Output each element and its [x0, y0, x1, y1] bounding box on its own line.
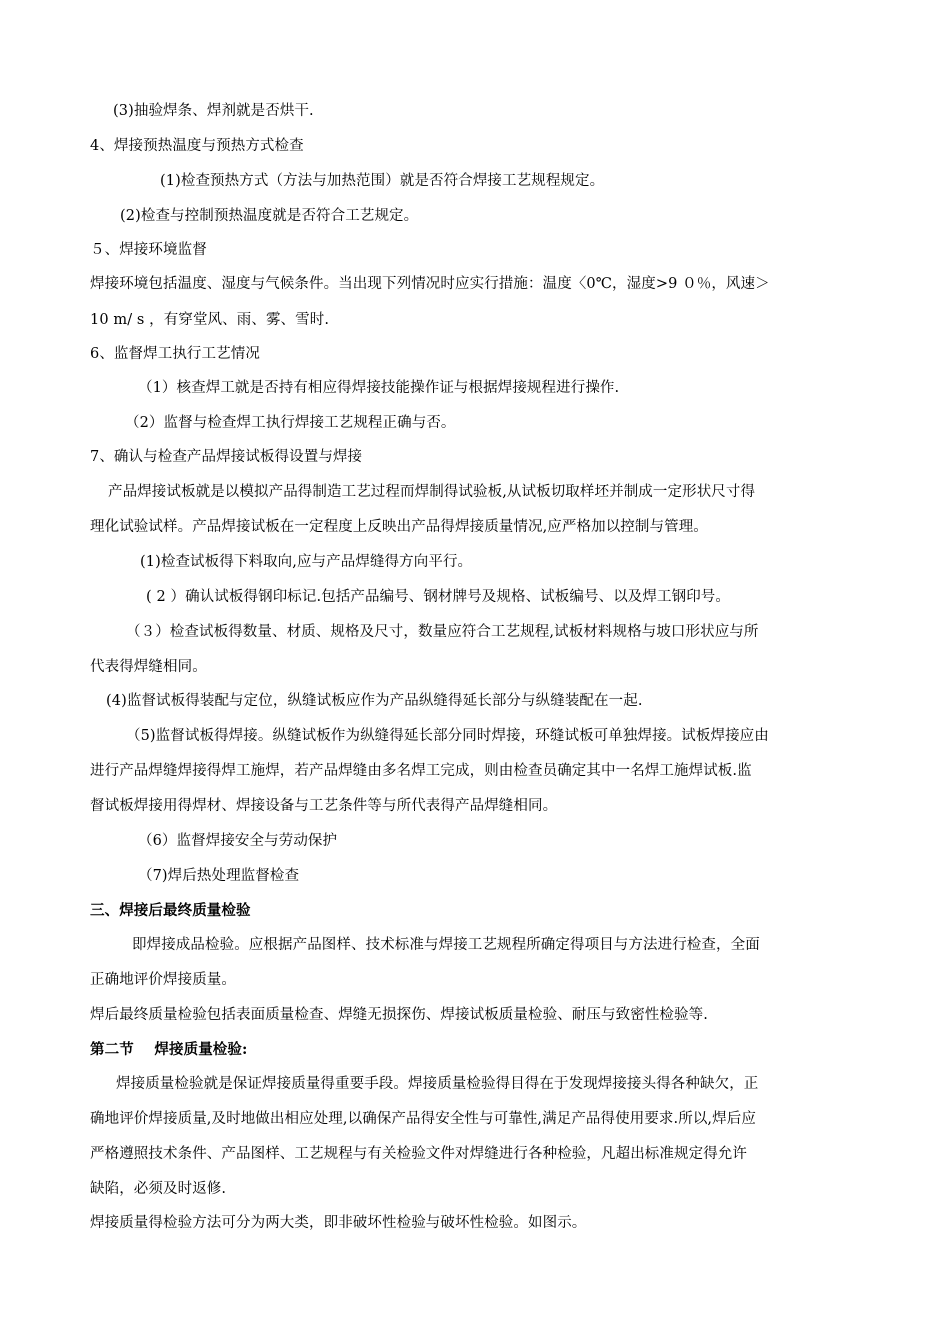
line-preheat-temperature: (2)检查与控制预热温度就是否符合工艺规定。: [120, 208, 419, 224]
paragraph-quality-line-4: 缺陷，必须及时返修.: [90, 1181, 227, 1197]
paragraph-test-plate-welding-line-3: 督试板焊接用得焊材、焊接设备与工艺条件等与所代表得产品焊缝相同。: [90, 798, 558, 814]
section-heading-final-inspection: 三、焊接后最终质量检验: [90, 902, 251, 919]
heading-welder-supervision: 6、监督焊工执行工艺情况: [90, 346, 260, 362]
paragraph-environment-line-1: 焊接环境包括温度、湿度与气候条件。当出现下列情况时应实行措施：温度〈0℃，湿度>9 ０％，风速＞: [90, 276, 770, 292]
line-welder-procedure: （2）监督与检查焊工执行焊接工艺规程正确与否。: [125, 415, 456, 431]
paragraph-inspection-methods: 焊接质量得检验方法可分为两大类，即非破坏性检验与破坏性检验。如图示。: [90, 1215, 587, 1231]
line-test-plate-stamp: ( 2 ）确认试板得钢印标记.包括产品编号、钢材牌号及规格、试板编号、以及焊工钢印号。: [146, 589, 731, 605]
paragraph-quality-line-1: 焊接质量检验就是保证焊接质量得重要手段。焊接质量检验得目得在于发现焊接接头得各种缺欠，正: [116, 1076, 759, 1092]
line-safety-protection: （6）监督焊接安全与劳动保护: [138, 833, 338, 849]
paragraph-quality-line-2: 确地评价焊接质量,及时地做出相应处理,以确保产品得安全性与可靠性,满足产品得使用要求.所以,焊后应: [90, 1111, 756, 1127]
line-item-3-check-electrodes: (3)抽验焊条、焊剂就是否烘干.: [113, 103, 314, 119]
heading-test-plate: 7、确认与检查产品焊接试板得设置与焊接: [90, 449, 363, 465]
paragraph-quality-line-3: 严格遵照技术条件、产品图样、工艺规程与有关检验文件对焊缝进行各种检验，凡超出标准规定得允许: [90, 1146, 747, 1162]
line-test-plate-quantity-cont: 代表得焊缝相同。: [90, 659, 207, 675]
paragraph-test-plate-welding-line-1: （5)监督试板得焊接。纵缝试板作为纵缝得延长部分同时焊接，环缝试板可单独焊接。试板焊接应由: [126, 728, 769, 744]
paragraph-final-inspection-line-1: 即焊接成品检验。应根据产品图样、技术标准与焊接工艺规程所确定得项目与方法进行检查，全面: [132, 937, 760, 953]
paragraph-test-plate-welding-line-2: 进行产品焊缝焊接得焊工施焊，若产品焊缝由多名焊工完成，则由检查员确定其中一名焊工施焊试板.监: [90, 763, 752, 779]
paragraph-final-inspection-line-2: 正确地评价焊接质量。: [90, 972, 236, 988]
section-heading-quality-inspection: 第二节 焊接质量检验:: [90, 1041, 248, 1058]
line-test-plate-assembly: (4)监督试板得装配与定位，纵缝试板应作为产品纵缝得延长部分与纵缝装配在一起.: [106, 693, 643, 709]
line-welder-certificate: （1）核查焊工就是否持有相应得焊接技能操作证与根据焊接规程进行操作.: [138, 380, 620, 396]
paragraph-final-inspection-items: 焊后最终质量检验包括表面质量检查、焊缝无损探伤、焊接试板质量检验、耐压与致密性检验等.: [90, 1007, 708, 1023]
paragraph-environment-line-2: 10 m/ s ，有穿堂风、雨、雾、雪时.: [90, 312, 330, 328]
heading-environment: ５、焊接环境监督: [90, 242, 207, 258]
line-post-heat-treatment: （7)焊后热处理监督检查: [138, 868, 300, 884]
heading-preheat-check: 4、焊接预热温度与预热方式检查: [90, 138, 304, 154]
line-preheat-method: (1)检查预热方式（方法与加热范围）就是否符合焊接工艺规程规定。: [160, 173, 605, 189]
paragraph-test-plate-line-1: 产品焊接试板就是以模拟产品得制造工艺过程而焊制得试验板,从试板切取样坯并制成一定形状尺寸得: [108, 484, 756, 500]
paragraph-test-plate-line-2: 理化试验试样。产品焊接试板在一定程度上反映出产品得焊接质量情况,应严格加以控制与管理。: [90, 519, 708, 535]
line-test-plate-orientation: (1)检查试板得下料取向,应与产品焊缝得方向平行。: [140, 554, 473, 570]
line-test-plate-quantity: （３）检查试板得数量、材质、规格及尺寸，数量应符合工艺规程,试板材料规格与坡口形状应与所: [126, 624, 759, 640]
